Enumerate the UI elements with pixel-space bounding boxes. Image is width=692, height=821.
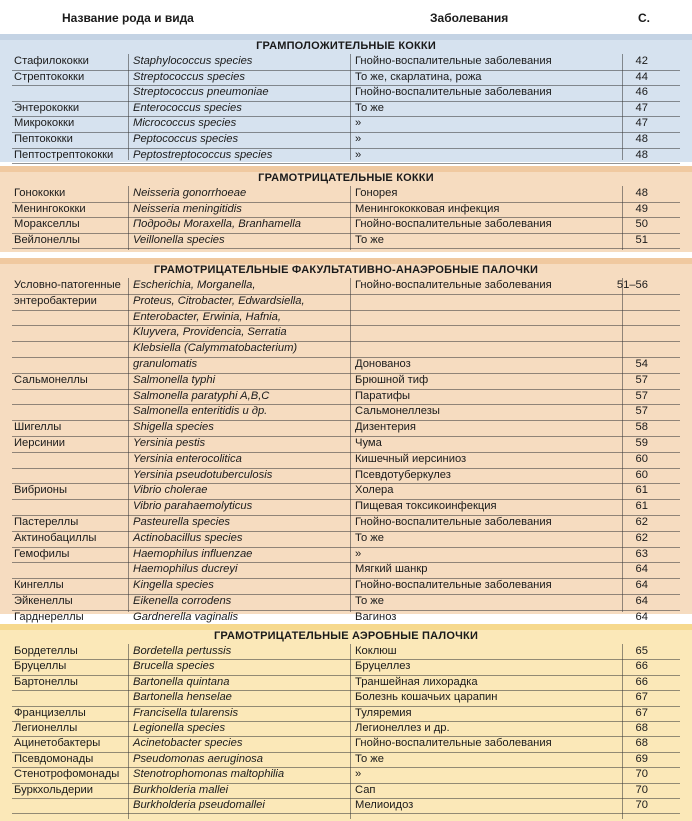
- disease-cell: Гнойно-воспалительные заболевания: [355, 579, 552, 592]
- page-cell: 48: [635, 148, 648, 161]
- page-cell: 64: [635, 595, 648, 607]
- species-cell: Salmonella typhi: [133, 373, 216, 386]
- table-row: [0, 186, 692, 202]
- page-cell: 57: [635, 405, 648, 418]
- page-cell: 51: [635, 233, 648, 246]
- page-cell: 49: [635, 202, 648, 215]
- species-cell: Micrococcus species: [133, 117, 237, 130]
- table-row: [0, 578, 692, 594]
- page-cell: 70: [635, 768, 648, 781]
- page-cell: 64: [635, 563, 648, 576]
- disease-cell: Бруцеллез: [355, 660, 411, 673]
- genus-cell: Стрептококки: [14, 70, 85, 83]
- table-row: [0, 675, 692, 690]
- species-cell: Salmonella paratyphi A,B,C: [133, 389, 270, 402]
- genus-cell: Пастереллы: [14, 516, 79, 528]
- genus-cell: Моракселлы: [14, 218, 80, 231]
- species-cell: Yersinia enterocolitica: [133, 452, 242, 465]
- disease-cell: Легионеллез и др.: [355, 722, 450, 734]
- table-section: [0, 258, 692, 623]
- table-row: [0, 325, 692, 341]
- disease-cell: То же: [355, 531, 384, 544]
- species-cell: Haemophilus influenzae: [133, 547, 253, 560]
- table-row: [0, 468, 692, 484]
- genus-cell: Пептострептококки: [14, 148, 114, 161]
- table-header: [0, 0, 692, 34]
- table-row: [0, 148, 692, 164]
- table-section: [0, 34, 692, 162]
- page-cell: 51–56: [616, 279, 648, 291]
- table-row: [0, 420, 692, 436]
- species-cell: Shigella species: [133, 421, 214, 434]
- species-cell: Brucella species: [133, 660, 215, 673]
- page-cell: 64: [635, 579, 648, 592]
- species-cell: Enterobacter, Erwinia, Hafnia,: [133, 310, 281, 323]
- table-row: [0, 547, 692, 563]
- table-row: [0, 373, 692, 389]
- page-cell: 46: [635, 86, 648, 99]
- table-row: [0, 531, 692, 547]
- species-cell: Neisseria gonorrhoeae: [133, 187, 247, 199]
- table-row: [0, 101, 692, 117]
- table-row: [0, 85, 692, 101]
- table-row: [0, 721, 692, 736]
- species-cell: Salmonella enteritidis и др.: [133, 405, 268, 418]
- genus-cell: Вейлонеллы: [14, 233, 80, 246]
- species-cell: granulomatis: [133, 358, 198, 370]
- column-header-page: С.: [638, 11, 650, 25]
- disease-cell: Мягкий шанкр: [355, 563, 428, 576]
- genus-cell: Бордетеллы: [14, 645, 78, 657]
- disease-cell: То же: [355, 595, 384, 607]
- species-cell: Stenotrophomonas maltophilia: [133, 768, 285, 781]
- genus-cell: Вибрионы: [14, 484, 68, 497]
- page-cell: 61: [635, 500, 648, 513]
- page-cell: 59: [635, 437, 648, 449]
- page-cell: 48: [635, 133, 648, 145]
- genus-cell: Ацинетобактеры: [14, 737, 101, 750]
- disease-cell: Гнойно-воспалительные заболевания: [355, 279, 552, 291]
- section-title: ГРАМОТРИЦАТЕЛЬНЫЕ АЭРОБНЫЕ ПАЛОЧКИ: [213, 630, 479, 642]
- genus-cell: Бартонеллы: [14, 675, 78, 688]
- species-cell: Klebsiella (Calymmatobacterium): [133, 342, 298, 355]
- page-cell: 62: [635, 516, 648, 528]
- species-cell: Kluyvera, Providencia, Serratia: [133, 326, 287, 339]
- disease-cell: Менингококковая инфекция: [355, 202, 500, 215]
- disease-cell: Сап: [355, 783, 376, 796]
- disease-cell: »: [355, 148, 362, 161]
- genus-cell: Легионеллы: [14, 722, 78, 734]
- page-cell: 68: [635, 737, 648, 750]
- table-row: [0, 690, 692, 705]
- species-cell: Peptococcus species: [133, 133, 239, 145]
- table-row: [0, 132, 692, 148]
- disease-cell: Псевдотуберкулез: [355, 468, 451, 481]
- page-cell: 57: [635, 389, 648, 402]
- page-cell: 64: [635, 610, 648, 623]
- table-row: [0, 452, 692, 468]
- disease-cell: Гнойно-воспалительные заболевания: [355, 55, 552, 67]
- genus-cell: Микрококки: [14, 117, 75, 130]
- column-header-disease: Заболевания: [430, 11, 509, 25]
- table-row: [0, 644, 692, 659]
- disease-cell: Коклюш: [355, 645, 397, 657]
- species-cell: Legionella species: [133, 722, 226, 734]
- disease-cell: То же: [355, 233, 384, 246]
- species-cell: Escherichia, Morganella,: [133, 279, 256, 291]
- table-row: [0, 310, 692, 326]
- genus-cell: Псевдомонады: [14, 752, 94, 765]
- genus-cell: Энтерококки: [14, 101, 80, 114]
- row-divider: [12, 248, 680, 249]
- section-title: ГРАМОТРИЦАТЕЛЬНЫЕ КОККИ: [258, 172, 434, 184]
- genus-cell: Иерсинии: [14, 437, 66, 449]
- table-section: [0, 624, 692, 821]
- species-cell: Veillonella species: [133, 233, 225, 246]
- page-cell: 61: [635, 484, 648, 497]
- page-cell: 70: [635, 783, 648, 796]
- page-cell: 58: [635, 421, 648, 434]
- species-cell: Yersinia pseudotuberculosis: [133, 468, 273, 481]
- genus-cell: Менингококки: [14, 202, 86, 215]
- disease-cell: Гнойно-воспалительные заболевания: [355, 516, 552, 528]
- genus-cell: Буркхольдерии: [14, 783, 93, 796]
- page-cell: 67: [635, 691, 648, 704]
- page-cell: 47: [635, 101, 648, 114]
- disease-cell: Болезнь кошачьих царапин: [355, 691, 498, 704]
- disease-cell: Донованоз: [355, 358, 411, 370]
- species-cell: Pasteurella species: [133, 516, 231, 528]
- species-cell: Pseudomonas aeruginosa: [133, 752, 263, 765]
- table-row: [0, 217, 692, 233]
- table-row: [0, 116, 692, 132]
- species-cell: Yersinia pestis: [133, 437, 206, 449]
- species-cell: Bordetella pertussis: [133, 645, 232, 657]
- genus-cell: Гонококки: [14, 187, 66, 199]
- table-row: [0, 436, 692, 452]
- disease-cell: Туляремия: [355, 706, 412, 719]
- species-cell: Kingella species: [133, 579, 214, 592]
- table-row: [0, 499, 692, 515]
- species-cell: Burkholderia mallei: [133, 783, 229, 796]
- genus-cell: Кингеллы: [14, 579, 64, 592]
- page-cell: 68: [635, 722, 648, 734]
- species-cell: Staphylococcus species: [133, 55, 253, 67]
- page-cell: 67: [635, 706, 648, 719]
- page-cell: 44: [635, 70, 648, 83]
- table-row: [0, 798, 692, 813]
- disease-cell: »: [355, 133, 362, 145]
- page-cell: 50: [635, 218, 648, 231]
- table-row: [0, 483, 692, 499]
- page-cell: 69: [635, 752, 648, 765]
- disease-cell: Гнойно-воспалительные заболевания: [355, 86, 552, 99]
- species-cell: Vibrio parahaemolyticus: [133, 500, 253, 513]
- table-row: [0, 70, 692, 86]
- species-cell: Acinetobacter species: [133, 737, 243, 750]
- disease-cell: Мелиоидоз: [355, 799, 414, 811]
- disease-cell: То же: [355, 752, 384, 765]
- species-cell: Neisseria meningitidis: [133, 202, 242, 215]
- genus-cell: Гемофилы: [14, 547, 70, 560]
- table-row: [0, 659, 692, 674]
- table-row: [0, 515, 692, 531]
- table-row: [0, 404, 692, 420]
- species-cell: Proteus, Citrobacter, Edwardsiella,: [133, 294, 305, 307]
- genus-cell: Шигеллы: [14, 421, 62, 434]
- page-cell: 63: [635, 547, 648, 560]
- disease-cell: Траншейная лихорадка: [355, 675, 478, 688]
- page-cell: 66: [635, 660, 648, 673]
- genus-cell: энтеробактерии: [14, 294, 97, 307]
- page-cell: 66: [635, 675, 648, 688]
- disease-cell: Дизентерия: [355, 421, 416, 434]
- species-cell: Burkholderia pseudomallei: [133, 799, 265, 811]
- genus-cell: Францизеллы: [14, 706, 86, 719]
- species-cell: Streptococcus pneumoniae: [133, 86, 269, 99]
- disease-cell: Гнойно-воспалительные заболевания: [355, 737, 552, 750]
- page-cell: 70: [635, 799, 648, 811]
- species-cell: Bartonella quintana: [133, 675, 230, 688]
- disease-cell: Брюшной тиф: [355, 373, 429, 386]
- genus-cell: Актинобациллы: [14, 531, 97, 544]
- disease-cell: »: [355, 768, 362, 781]
- page-cell: 57: [635, 373, 648, 386]
- disease-cell: Гнойно-воспалительные заболевания: [355, 218, 552, 231]
- table-row: [0, 767, 692, 782]
- table-row: [0, 202, 692, 218]
- species-cell: Bartonella henselae: [133, 691, 232, 704]
- disease-cell: Пищевая токсикоинфекция: [355, 500, 497, 513]
- species-cell: Streptococcus species: [133, 70, 245, 83]
- genus-cell: Пептококки: [14, 133, 73, 145]
- species-cell: Francisella tularensis: [133, 706, 239, 719]
- table-section: [0, 166, 692, 252]
- page-cell: 60: [635, 452, 648, 465]
- table-row: [0, 706, 692, 721]
- species-cell: Haemophilus ducreyi: [133, 563, 238, 576]
- table-row: [0, 562, 692, 578]
- genus-cell: Стенотрофомонады: [14, 768, 120, 781]
- page-cell: 47: [635, 117, 648, 130]
- species-cell: Peptostreptococcus species: [133, 148, 273, 161]
- page-cell: 42: [635, 55, 648, 67]
- disease-cell: Гонорея: [355, 187, 398, 199]
- species-cell: Actinobacillus species: [133, 531, 243, 544]
- table-row: [0, 233, 692, 249]
- table-row: [0, 278, 692, 294]
- page-cell: 65: [635, 645, 648, 657]
- table-row: [0, 294, 692, 310]
- disease-cell: Холера: [355, 484, 394, 497]
- genus-cell: Гарднереллы: [14, 610, 84, 623]
- section-title: ГРАМОТРИЦАТЕЛЬНЫЕ ФАКУЛЬТАТИВНО-АНАЭРОБНЫЕ ПАЛОЧКИ: [153, 264, 539, 276]
- row-divider: [12, 163, 680, 164]
- disease-cell: Вагиноз: [355, 610, 397, 623]
- disease-cell: То же: [355, 101, 384, 114]
- species-cell: Eikenella corrodens: [133, 595, 232, 607]
- table-row: [0, 736, 692, 751]
- genus-cell: Бруцеллы: [14, 660, 67, 673]
- species-cell: Подроды Moraxella, Branhamella: [133, 218, 302, 231]
- column-header-genus: Название рода и вида: [62, 11, 194, 25]
- disease-cell: »: [355, 117, 362, 130]
- genus-cell: Эйкенеллы: [14, 595, 73, 607]
- disease-cell: »: [355, 547, 362, 560]
- genus-cell: Стафилококки: [14, 55, 89, 67]
- species-cell: Gardnerella vaginalis: [133, 610, 239, 623]
- disease-cell: Чума: [355, 437, 382, 449]
- disease-cell: То же, скарлатина, рожа: [355, 70, 482, 83]
- table-row: [0, 357, 692, 373]
- disease-cell: Паратифы: [355, 389, 411, 402]
- section-title: ГРАМПОЛОЖИТЕЛЬНЫЕ КОККИ: [256, 40, 436, 52]
- page-cell: 54: [635, 358, 648, 370]
- disease-cell: Сальмонеллезы: [355, 405, 440, 418]
- genus-cell: Сальмонеллы: [14, 373, 88, 386]
- page-cell: 62: [635, 531, 648, 544]
- table-row: [0, 783, 692, 798]
- table-row: [0, 752, 692, 767]
- table-row: [0, 389, 692, 405]
- table-row: [0, 54, 692, 70]
- page-cell: 60: [635, 468, 648, 481]
- genus-cell: Условно-патогенные: [14, 279, 121, 291]
- table-row: [0, 341, 692, 357]
- disease-cell: Кишечный иерсиниоз: [355, 452, 467, 465]
- row-divider: [12, 813, 680, 814]
- species-cell: Vibrio cholerae: [133, 484, 208, 497]
- table-row: [0, 594, 692, 610]
- page-cell: 48: [635, 187, 648, 199]
- species-cell: Enterococcus species: [133, 101, 242, 114]
